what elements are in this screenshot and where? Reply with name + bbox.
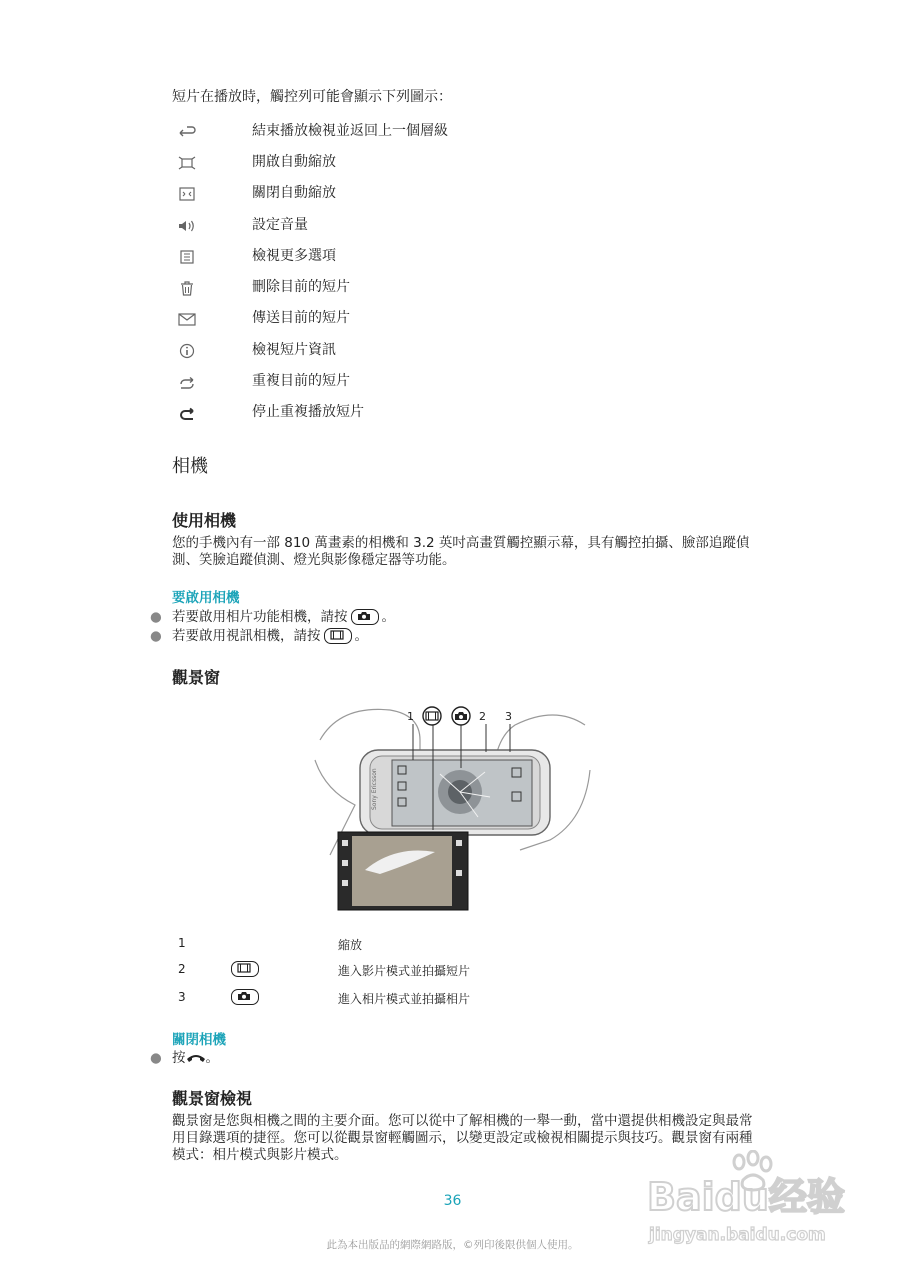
icon-row-back (176, 121, 736, 143)
viewfinder-view-body: 觀景窗是您與相機之間的主要介面。您可以從中了解相機的一舉一動，當中還提供相機設定與最常用目錄選項的捷徑。您可以從觀景窗輕觸圖示，以變更設定或檢視相關提示與技巧。觀景窗有兩種模式：相片模式與影片模式。 (172, 1113, 753, 1163)
back-return-icon (176, 123, 198, 141)
watermark-url: jingyan.baidu.com (649, 1225, 826, 1245)
viewfinder-title: 觀景窗 (172, 668, 221, 687)
repeat-icon (176, 373, 198, 391)
icon-label: 傳送目前的短片 (252, 310, 350, 326)
legend-desc: 進入影片模式並拍攝短片 (338, 964, 471, 978)
info-icon (176, 342, 198, 360)
svg-text:Sony Ericsson: Sony Ericsson (371, 768, 378, 810)
bullet-text: 若要啟用視訊相機，請按 (172, 628, 321, 644)
icon-label: 關閉自動縮放 (252, 185, 336, 201)
icon-label: 結束播放檢視並返回上一個層級 (252, 123, 448, 139)
icon-row-more (176, 246, 736, 268)
legend-row-1 (176, 934, 736, 954)
icon-row-repeat-off (176, 402, 736, 424)
video-key-icon (324, 628, 352, 644)
volume-icon (176, 217, 198, 235)
trash-icon (176, 279, 198, 297)
legend-row-2 (176, 960, 736, 980)
video-key-icon (231, 961, 259, 977)
legend-num: 2 (178, 962, 186, 976)
bullet-suffix: 。 (205, 1050, 219, 1066)
watermark-brand: Baidu经验 (647, 1175, 845, 1219)
icon-label: 檢視更多選項 (252, 248, 336, 264)
icon-row-zoom-off (176, 183, 736, 205)
callout-1: 1 (407, 710, 414, 723)
bullet-dot: ● (150, 609, 162, 625)
bullet-dot: ● (150, 1050, 162, 1066)
legend-desc: 進入相片模式並拍攝相片 (338, 992, 471, 1006)
auto-zoom-off-icon (176, 185, 198, 203)
end-call-icon (186, 1052, 206, 1064)
icon-label: 設定音量 (252, 217, 308, 233)
icon-label: 停止重複播放短片 (252, 404, 364, 420)
icon-row-zoom-on (176, 152, 736, 174)
enable-camera-title: 要啟用相機 (172, 590, 240, 606)
icon-row-volume (176, 215, 736, 237)
icon-label: 重複目前的短片 (252, 373, 350, 389)
page-number: 36 (443, 1193, 462, 1209)
icon-row-delete (176, 277, 736, 299)
more-options-icon (176, 248, 198, 266)
viewfinder-view-title: 觀景窗檢視 (172, 1089, 253, 1108)
envelope-icon (176, 310, 198, 328)
icon-label: 檢視短片資訊 (252, 342, 336, 358)
camera-key-icon (351, 609, 379, 625)
close-camera-title: 關閉相機 (172, 1032, 226, 1048)
icon-row-send (176, 308, 736, 330)
callout-2: 2 (479, 710, 486, 723)
icon-label: 刪除目前的短片 (252, 279, 350, 295)
legend-row-3 (176, 988, 736, 1008)
baidu-watermark (643, 1150, 863, 1250)
callout-3: 3 (505, 710, 512, 723)
intro-text: 短片在播放時，觸控列可能會顯示下列圖示： (172, 89, 452, 105)
repeat-off-icon (176, 404, 198, 422)
using-camera-title: 使用相機 (172, 511, 237, 530)
icon-row-info (176, 340, 736, 362)
legend-num: 3 (178, 990, 186, 1004)
icon-label: 開啟自動縮放 (252, 154, 336, 170)
bullet-suffix: 。 (381, 609, 395, 625)
legend-desc: 縮放 (338, 938, 363, 952)
bullet-dot: ● (150, 628, 162, 644)
camera-key-icon (231, 989, 259, 1005)
section-title: 相機 (172, 456, 208, 477)
bullet-text: 若要啟用相片功能相機，請按 (172, 609, 348, 625)
bullet-suffix: 。 (354, 628, 368, 644)
legend-num: 1 (178, 936, 186, 950)
using-camera-body: 您的手機內有一部 810 萬畫素的相機和 3.2 英吋高畫質觸控顯示幕，具有觸控拍攝、臉部追蹤偵測、笑臉追蹤偵測、燈光與影像穩定器等功能。 (172, 535, 750, 568)
bullet-text: 按 (172, 1050, 186, 1066)
auto-zoom-on-icon (176, 154, 198, 172)
viewfinder-illustration (310, 700, 595, 915)
icon-row-repeat (176, 371, 736, 393)
footer-note: 此為本出版品的網際網路版，©列印後限供個人使用。 (326, 1239, 579, 1251)
